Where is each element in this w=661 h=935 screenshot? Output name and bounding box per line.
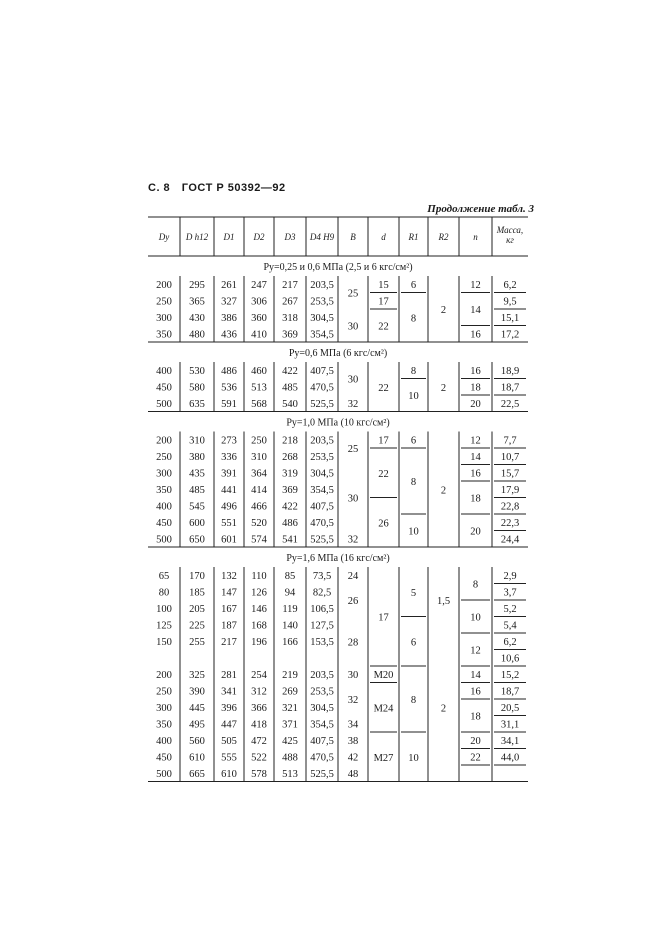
table-cell: 254 xyxy=(251,670,267,681)
table-cell: 6 xyxy=(410,280,417,291)
table-cell: 24 xyxy=(347,571,359,582)
merged-cell: 26 xyxy=(347,596,359,607)
table-cell: 205 xyxy=(189,604,205,615)
table-cell: 250 xyxy=(156,452,172,463)
merged-cell: 6 xyxy=(410,637,417,649)
table-cell: 146 xyxy=(251,604,267,615)
table-cell: 15 xyxy=(378,280,389,291)
table-cell: 480 xyxy=(189,329,205,341)
table-cell: 6 xyxy=(410,435,417,447)
table-cell: 110 xyxy=(251,571,267,582)
merged-cell: 22 xyxy=(378,382,389,394)
table-cell: 574 xyxy=(251,534,267,546)
column-header: D4 H9 xyxy=(309,232,335,242)
table-cell: 20 xyxy=(470,399,481,410)
table-cell: 250 xyxy=(156,296,172,308)
merged-cell: 2 xyxy=(440,703,447,715)
table-cell: 336 xyxy=(221,452,237,463)
column-header: B xyxy=(350,232,356,242)
table-cell: 38 xyxy=(347,736,359,747)
table-cell: 250 xyxy=(251,435,267,447)
table-cell: 255 xyxy=(189,637,205,648)
table-cell: 310 xyxy=(251,452,267,463)
table-cell: 187 xyxy=(221,620,237,632)
table-cell: 304,5 xyxy=(310,703,334,714)
table-cell: 522 xyxy=(251,752,267,764)
table-cell: 364 xyxy=(251,468,267,480)
table-cell: 94 xyxy=(284,587,296,599)
table-cell: 319 xyxy=(282,468,298,480)
table-cell: 610 xyxy=(189,752,205,764)
table-cell: 48 xyxy=(347,769,359,780)
merged-cell: 8 xyxy=(410,695,417,706)
column-header: Dy xyxy=(158,232,170,242)
table-cell: 106,5 xyxy=(310,604,334,615)
table-cell: 485 xyxy=(282,382,298,394)
merged-cell: 30 xyxy=(347,493,359,505)
table-cell: 450 xyxy=(156,382,172,394)
column-header: D3 xyxy=(284,232,296,242)
table-cell: 371 xyxy=(282,719,298,731)
table-cell: 170 xyxy=(189,571,205,582)
table-cell: 321 xyxy=(282,703,298,714)
table-cell: 17 xyxy=(378,296,389,308)
table-cell: 295 xyxy=(189,280,205,291)
merged-cell: 18 xyxy=(470,711,481,723)
merged-cell: M27 xyxy=(373,752,394,764)
merged-cell: 2 xyxy=(440,382,447,394)
table-cell: 10,7 xyxy=(500,452,520,463)
table-cell: 150 xyxy=(156,637,172,648)
merged-cell: 8 xyxy=(410,477,417,488)
table-cell: 218 xyxy=(282,435,298,447)
table-cell: 312 xyxy=(251,686,267,698)
table-cell: 119 xyxy=(282,604,298,615)
merged-cell: 30 xyxy=(347,321,359,333)
table-cell: 18,7 xyxy=(500,382,520,394)
table-cell: 32 xyxy=(347,534,359,546)
table-cell: 545 xyxy=(189,501,205,513)
merged-cell: 20 xyxy=(470,526,481,538)
table-cell: 15,2 xyxy=(500,670,520,681)
table-cell: 17,2 xyxy=(500,329,520,341)
table-cell: 525,5 xyxy=(310,399,334,410)
merged-cell: 26 xyxy=(378,518,389,530)
table-cell: 396 xyxy=(221,703,237,714)
merged-cell: 8 xyxy=(410,313,417,325)
table-cell: 486 xyxy=(282,518,298,529)
table-cell: 568 xyxy=(251,399,267,410)
table-cell: 318 xyxy=(282,313,298,324)
table-cell: 380 xyxy=(189,452,205,463)
table-cell: 410 xyxy=(251,329,267,341)
table-cell: 470,5 xyxy=(310,382,334,394)
merged-cell: 17 xyxy=(378,612,389,624)
table-cell: 31,1 xyxy=(500,719,520,731)
table-cell: 354,5 xyxy=(310,329,334,341)
table-cell: 16 xyxy=(470,468,481,480)
table-cell: 304,5 xyxy=(310,468,334,480)
table-cell: 486 xyxy=(221,366,237,377)
section-title: Py=1,0 МПа (10 кгс/см²) xyxy=(286,417,390,429)
table-cell: 306 xyxy=(251,296,267,308)
page-number: С. 8 xyxy=(148,182,171,194)
table-cell: 525,5 xyxy=(310,769,334,780)
table-cell: 365 xyxy=(189,296,205,308)
table-cell: 450 xyxy=(156,752,172,764)
table-cell: 350 xyxy=(156,329,172,341)
table-cell: 15,7 xyxy=(500,468,520,480)
table-cell: 665 xyxy=(189,769,205,780)
table-cell: 407,5 xyxy=(310,501,334,513)
table-cell: 34,1 xyxy=(500,736,520,747)
table-cell: 225 xyxy=(189,620,205,632)
table-cell: 30 xyxy=(347,670,359,681)
merged-cell: 2 xyxy=(440,485,447,497)
table-cell: 219 xyxy=(282,670,298,681)
table-cell: 390 xyxy=(189,686,205,698)
table-cell: 354,5 xyxy=(310,719,334,731)
table-cell: 273 xyxy=(221,435,237,447)
table-cell: 6,2 xyxy=(503,280,517,291)
merged-cell: 10 xyxy=(408,526,419,538)
table-cell: 470,5 xyxy=(310,518,334,529)
table-cell: 17,9 xyxy=(500,485,520,496)
table-cell: 391 xyxy=(221,468,237,480)
table-cell: 425 xyxy=(282,736,298,747)
table-cell: 203,5 xyxy=(310,280,334,291)
merged-cell: 22 xyxy=(378,321,389,333)
table-cell: 500 xyxy=(156,399,172,410)
table-cell: 267 xyxy=(282,296,298,308)
table-cell: 253,5 xyxy=(310,452,334,463)
table-cell: 20 xyxy=(470,736,481,747)
table-cell: 360 xyxy=(251,313,267,324)
merged-cell: 1,5 xyxy=(436,596,451,607)
table-cell: 22,3 xyxy=(500,518,520,529)
table-cell: 500 xyxy=(156,769,172,780)
merged-cell: 5 xyxy=(410,587,417,599)
table-cell: 80 xyxy=(158,587,170,599)
table-cell: 369 xyxy=(282,329,298,341)
table-cell: 82,5 xyxy=(312,587,332,599)
table-cell: 445 xyxy=(189,703,205,714)
table-cell: 65 xyxy=(158,571,170,582)
table-cell: 470,5 xyxy=(310,752,334,764)
table-cell: 551 xyxy=(221,518,237,529)
table-cell: 578 xyxy=(251,769,267,780)
table-cell: 153,5 xyxy=(310,637,334,648)
table-cell: 350 xyxy=(156,719,172,731)
column-header: R1 xyxy=(408,232,419,242)
table-cell: 400 xyxy=(156,366,172,377)
section-title: Py=1,6 МПа (16 кгс/см²) xyxy=(286,553,390,564)
table-cell: 125 xyxy=(156,620,172,632)
column-header: D h12 xyxy=(185,232,209,242)
merged-cell: 14 xyxy=(470,305,481,316)
table-cell: 525,5 xyxy=(310,534,334,546)
column-header: d xyxy=(381,232,386,242)
table-cell: 12 xyxy=(470,280,481,291)
table-cell: 22,8 xyxy=(500,501,520,513)
table-cell: 281 xyxy=(221,670,237,681)
table-cell: 436 xyxy=(221,329,237,341)
table-cell: 540 xyxy=(282,399,298,410)
column-header: D1 xyxy=(223,232,235,242)
table-cell: 513 xyxy=(282,769,298,780)
table-cell: 261 xyxy=(221,280,237,291)
table-cell: 200 xyxy=(156,435,172,447)
table-cell: 73,5 xyxy=(312,571,332,582)
table-cell: 18,9 xyxy=(500,366,520,377)
table-cell: 520 xyxy=(251,518,267,529)
merged-cell: 10 xyxy=(408,391,419,402)
table-cell: 168 xyxy=(251,620,267,632)
table-cell: 85 xyxy=(284,571,296,582)
table-cell: 300 xyxy=(156,468,172,480)
table-cell: 505 xyxy=(221,736,237,747)
table-cell: 24,4 xyxy=(500,534,520,546)
table-cell: 3,7 xyxy=(503,587,517,599)
table-cell: 22 xyxy=(470,752,481,764)
table-cell: 14 xyxy=(470,670,481,681)
table-cell: 268 xyxy=(282,452,298,463)
table-cell: 341 xyxy=(221,686,237,698)
table-cell: 325 xyxy=(189,670,205,681)
table-cell: 203,5 xyxy=(310,670,334,681)
merged-cell: 25 xyxy=(347,288,359,300)
column-header: кг xyxy=(506,235,514,245)
table-cell: 185 xyxy=(189,587,205,599)
column-header: D2 xyxy=(253,232,265,242)
merged-cell: 22 xyxy=(378,468,389,480)
table-cell: 5,2 xyxy=(503,604,517,615)
table-cell: 12 xyxy=(470,435,481,447)
table-caption: Продолжение табл. 3 xyxy=(427,203,534,215)
merged-cell: 18 xyxy=(470,493,481,505)
merged-cell: 28 xyxy=(347,637,359,649)
table-cell: 369 xyxy=(282,485,298,496)
table-cell: 536 xyxy=(221,382,237,394)
table-cell: 9,5 xyxy=(503,296,517,308)
table-cell: 600 xyxy=(189,518,205,529)
table-cell: 5,4 xyxy=(503,620,517,632)
table-cell: 430 xyxy=(189,313,205,324)
table-cell: 166 xyxy=(282,637,298,648)
table-cell: 400 xyxy=(156,501,172,513)
column-header: R2 xyxy=(438,232,449,242)
merged-cell: 12 xyxy=(470,645,481,657)
table-cell: 580 xyxy=(189,382,205,394)
table-cell: 441 xyxy=(221,485,237,496)
table-cell: 18,7 xyxy=(500,686,520,698)
table-cell: 541 xyxy=(282,534,298,546)
table-cell: 196 xyxy=(251,637,267,648)
table-cell: 217 xyxy=(282,280,298,291)
merged-cell: M24 xyxy=(373,703,394,715)
table-cell: 422 xyxy=(282,366,298,377)
table-cell: 407,5 xyxy=(310,366,334,377)
table-cell: 496 xyxy=(221,501,237,513)
table-cell: 8 xyxy=(410,366,417,377)
merged-cell: 2 xyxy=(440,305,447,316)
table-cell: 472 xyxy=(251,736,267,747)
table-cell: 16 xyxy=(470,366,481,377)
table-cell: 447 xyxy=(221,719,237,731)
table-cell: 300 xyxy=(156,313,172,324)
table-cell: 126 xyxy=(251,587,267,599)
table-cell: 466 xyxy=(251,501,267,513)
table-cell: 147 xyxy=(221,587,237,599)
table-cell: 610 xyxy=(221,769,237,780)
table-cell: 414 xyxy=(251,485,267,496)
table-cell: 460 xyxy=(251,366,267,377)
column-header: Масса, xyxy=(496,225,524,235)
table-cell: 635 xyxy=(189,399,205,410)
table-cell: 16 xyxy=(470,686,481,698)
table-cell: 300 xyxy=(156,703,172,714)
table-cell: 44,0 xyxy=(500,752,520,764)
table-cell: 400 xyxy=(156,736,172,747)
table-cell: 601 xyxy=(221,534,237,546)
table-cell: 488 xyxy=(282,752,298,764)
table-cell: 269 xyxy=(282,686,298,698)
table-cell: 250 xyxy=(156,686,172,698)
merged-cell: 10 xyxy=(470,612,481,624)
table-cell: 560 xyxy=(189,736,205,747)
table-cell: 304,5 xyxy=(310,313,334,324)
table-cell: 34 xyxy=(347,719,359,731)
table-cell: 127,5 xyxy=(310,620,334,632)
table-cell: 10,6 xyxy=(500,653,520,665)
table-cell: 407,5 xyxy=(310,736,334,747)
table-cell: 422 xyxy=(282,501,298,513)
table-cell: 418 xyxy=(251,719,267,731)
table-cell: 247 xyxy=(251,280,267,291)
table-cell: 650 xyxy=(189,534,205,546)
table-cell: 591 xyxy=(221,399,237,410)
table-cell: 354,5 xyxy=(310,485,334,496)
table-cell: 253,5 xyxy=(310,296,334,308)
table-cell: 140 xyxy=(282,620,298,632)
table-cell: 386 xyxy=(221,313,237,324)
table-cell: 32 xyxy=(347,399,359,410)
table-cell: 17 xyxy=(378,435,389,447)
merged-cell: 10 xyxy=(408,752,419,764)
table-cell: 203,5 xyxy=(310,435,334,447)
table-cell: 200 xyxy=(156,280,172,291)
table-cell: M20 xyxy=(373,670,394,681)
table-cell: 167 xyxy=(221,604,237,615)
table-cell: 435 xyxy=(189,468,205,480)
merged-cell: 25 xyxy=(347,444,359,455)
table-cell: 350 xyxy=(156,485,172,496)
table-cell: 15,1 xyxy=(500,313,520,324)
table-cell: 495 xyxy=(189,719,205,731)
table-cell: 485 xyxy=(189,485,205,496)
table-cell: 2,9 xyxy=(503,571,517,582)
table-cell: 22,5 xyxy=(500,399,520,410)
table-cell: 100 xyxy=(156,604,172,615)
table-cell: 555 xyxy=(221,752,237,764)
table-cell: 310 xyxy=(189,435,205,447)
merged-cell: 30 xyxy=(347,374,359,386)
table-cell: 253,5 xyxy=(310,686,334,698)
merged-cell: 32 xyxy=(347,695,359,706)
table-cell: 500 xyxy=(156,534,172,546)
table-cell: 327 xyxy=(221,296,237,308)
standard-code: ГОСТ Р 50392—92 xyxy=(181,182,286,194)
section-title: Py=0,6 МПа (6 кгс/см²) xyxy=(288,348,388,359)
table-cell: 42 xyxy=(347,752,359,764)
column-header: n xyxy=(473,232,478,242)
merged-cell: 8 xyxy=(472,579,479,591)
table-cell: 14 xyxy=(470,452,481,463)
table-cell: 450 xyxy=(156,518,172,529)
table-cell: 200 xyxy=(156,670,172,681)
table-cell: 513 xyxy=(251,382,267,394)
table-cell: 7,7 xyxy=(503,435,517,447)
table-cell: 16 xyxy=(470,329,481,341)
table-cell: 217 xyxy=(221,637,237,648)
table-cell: 6,2 xyxy=(503,637,517,648)
table-cell: 366 xyxy=(251,703,267,714)
section-title: Py=0,25 и 0,6 МПа (2,5 и 6 кгс/см²) xyxy=(263,262,413,273)
table-cell: 530 xyxy=(189,366,205,377)
table-cell: 18 xyxy=(470,382,481,394)
table-cell: 132 xyxy=(221,571,237,582)
table-cell: 20,5 xyxy=(500,703,520,714)
